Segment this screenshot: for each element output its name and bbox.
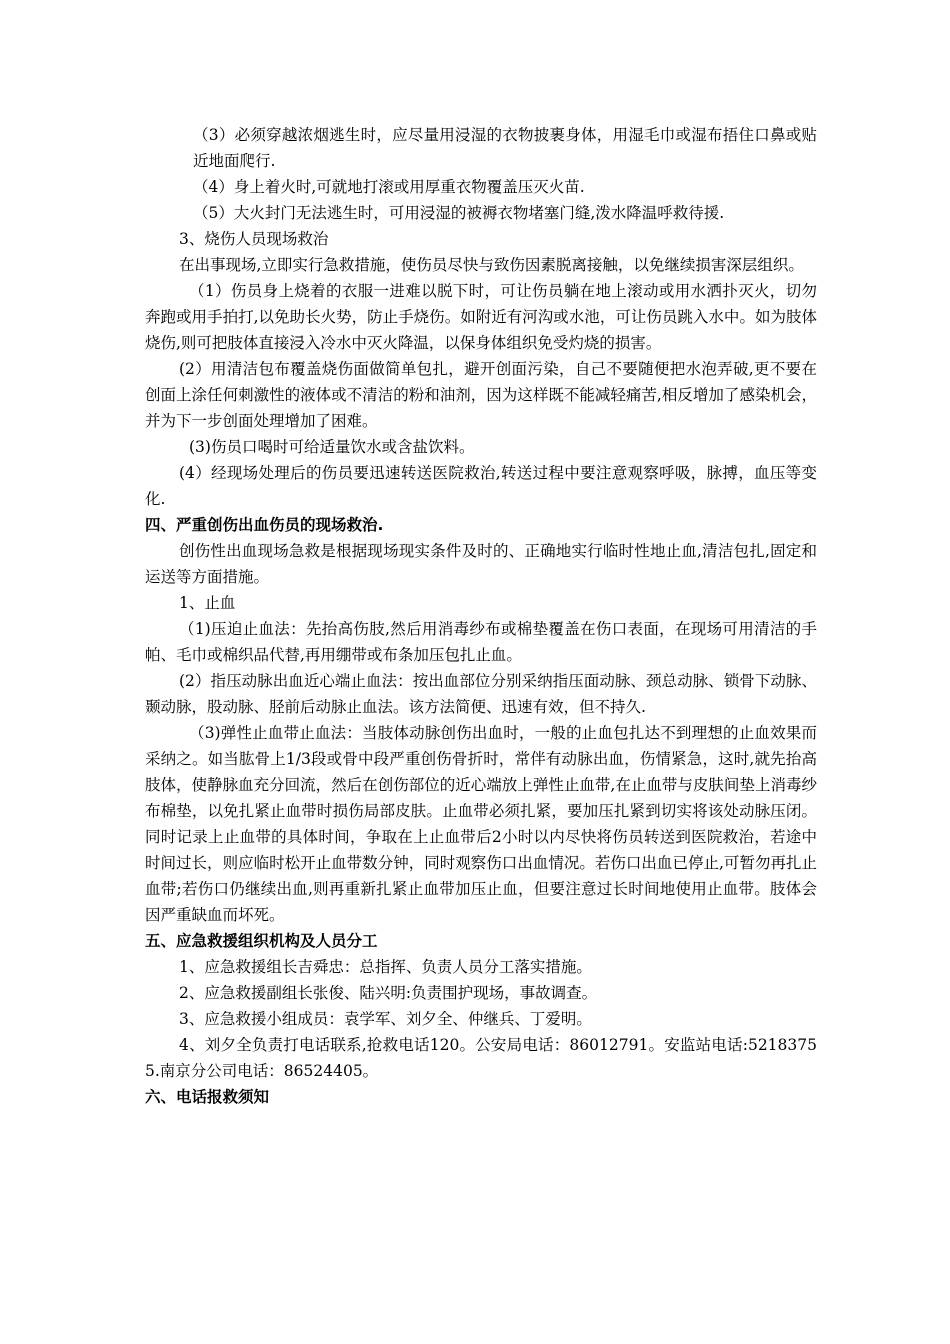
section-heading-bleeding: 四、严重创伤出血伤员的现场救治. xyxy=(145,516,384,534)
paragraph-bleeding-intro: 创伤性出血现场急救是根据现场现实条件及时的、正确地实行临时性地止血,清洁包扎,固定和运送等方面措施。 xyxy=(145,542,817,586)
list-item-deputy-leader: 2、应急救援副组长张俊、陆兴明:负责围护现场，事故调查。 xyxy=(179,984,598,1002)
subheading-burn-treatment: 3、烧伤人员现场救治 xyxy=(179,230,329,248)
paragraph-finger-pressure-method: (2）指压动脉出血近心端止血法：按出血部位分别采纳指压面动脉、颈总动脉、锁骨下动脉、颞动脉，股动脉、胫前后动脉止血法。该方法简便、迅速有效，但不持久. xyxy=(145,672,817,716)
paragraph-clothes-fire: （4）身上着火时,可就地打滚或用厚重衣物覆盖压灭火苗. xyxy=(193,178,585,196)
section-heading-phone-notice: 六、电话报救须知 xyxy=(145,1088,270,1106)
paragraph-smoke-escape: （3）必须穿越浓烟逃生时，应尽量用浸湿的衣物披裹身体，用湿毛巾或湿布捂住口鼻或贴近地面爬行. xyxy=(193,126,817,170)
section-heading-organization: 五、应急救援组织机构及人员分工 xyxy=(145,932,378,950)
paragraph-pressure-method: （1)压迫止血法：先抬高伤肢,然后用消毒纱布或棉垫覆盖在伤口表面，在现场可用清洁的手帕、毛巾或棉织品代替,再用绷带或布条加压包扎止血。 xyxy=(145,620,817,664)
list-item-team-members: 3、应急救援小组成员：袁学军、刘夕全、仲继兵、丁爱明。 xyxy=(179,1010,592,1028)
list-item-team-leader: 1、应急救援组长吉舜忠：总指挥、负责人员分工落实措施。 xyxy=(179,958,592,976)
paragraph-burn-step-2: (2）用清洁包布覆盖烧伤面做简单包扎，避开创面污染，自己不要随便把水泡弄破,更不要在创面上涂任何刺激性的液体或不清洁的粉和油剂，因为这样既不能减轻痛苦,相反增加了感染机会，并为下一步创面处理增加了困难。 xyxy=(145,360,817,430)
paragraph-burn-intro: 在出事现场,立即实行急救措施，使伤员尽快与致伤因素脱离接触，以免继续损害深层组织。 xyxy=(179,256,804,274)
paragraph-door-blocked: （5）大火封门无法逃生时，可用浸湿的被褥衣物堵塞门缝,泼水降温呼救待援. xyxy=(193,204,725,222)
paragraph-burn-step-4: (4）经现场处理后的伤员要迅速转送医院救治,转送过程中要注意观察呼吸，脉搏，血压等变化. xyxy=(145,464,817,508)
list-item-phone-contacts: 4、刘夕全负责打电话联系,抢救电话120。公安局电话：86012791。安监站电话:52183755.南京分公司电话：86524405。 xyxy=(145,1036,817,1080)
paragraph-burn-step-1: （1）伤员身上烧着的衣服一进难以脱下时，可让伤员躺在地上滚动或用水洒扑灭火，切勿奔跑或用手拍打,以免助长火势，防止手烧伤。如附近有河沟或水池，可让伤员跳入水中。如为肢体烧伤,则可把肢体直接浸入冷水中灭火降温，以保身体组织免受灼烧的损害。 xyxy=(145,282,817,352)
paragraph-tourniquet-method: （3)弹性止血带止血法：当肢体动脉创伤出血时，一般的止血包扎达不到理想的止血效果而采纳之。如当肱骨上1/3段或骨中段严重创伤骨折时，常伴有动脉出血，伤情紧急，这时,就先抬高肢体，使静脉血充分回流，然后在创伤部位的近心端放上弹性止血带,在止血带与皮肤间垫上消毒纱布棉垫，以免扎紧止血带时损伤局部皮肤。止血带必须扎紧，要加压扎紧到切实将该处动脉压闭。同时记录上止血带的具体时间，争取在上止血带后2小时以内尽快将伤员转送到医院救治，若途中时间过长，则应临时松开止血带数分钟，同时观察伤口出血情况。若伤口出血已停止,可暂勿再扎止血带;若伤口仍继续出血,则再重新扎紧止血带加压止血，但要注意过长时间地使用止血带。肢体会因严重缺血而坏死。 xyxy=(145,724,817,924)
document-page xyxy=(145,122,817,1110)
subheading-stop-bleeding: 1、止血 xyxy=(179,594,236,612)
paragraph-burn-step-3: (3)伤员口喝时可给适量饮水或含盐饮料。 xyxy=(189,438,475,456)
